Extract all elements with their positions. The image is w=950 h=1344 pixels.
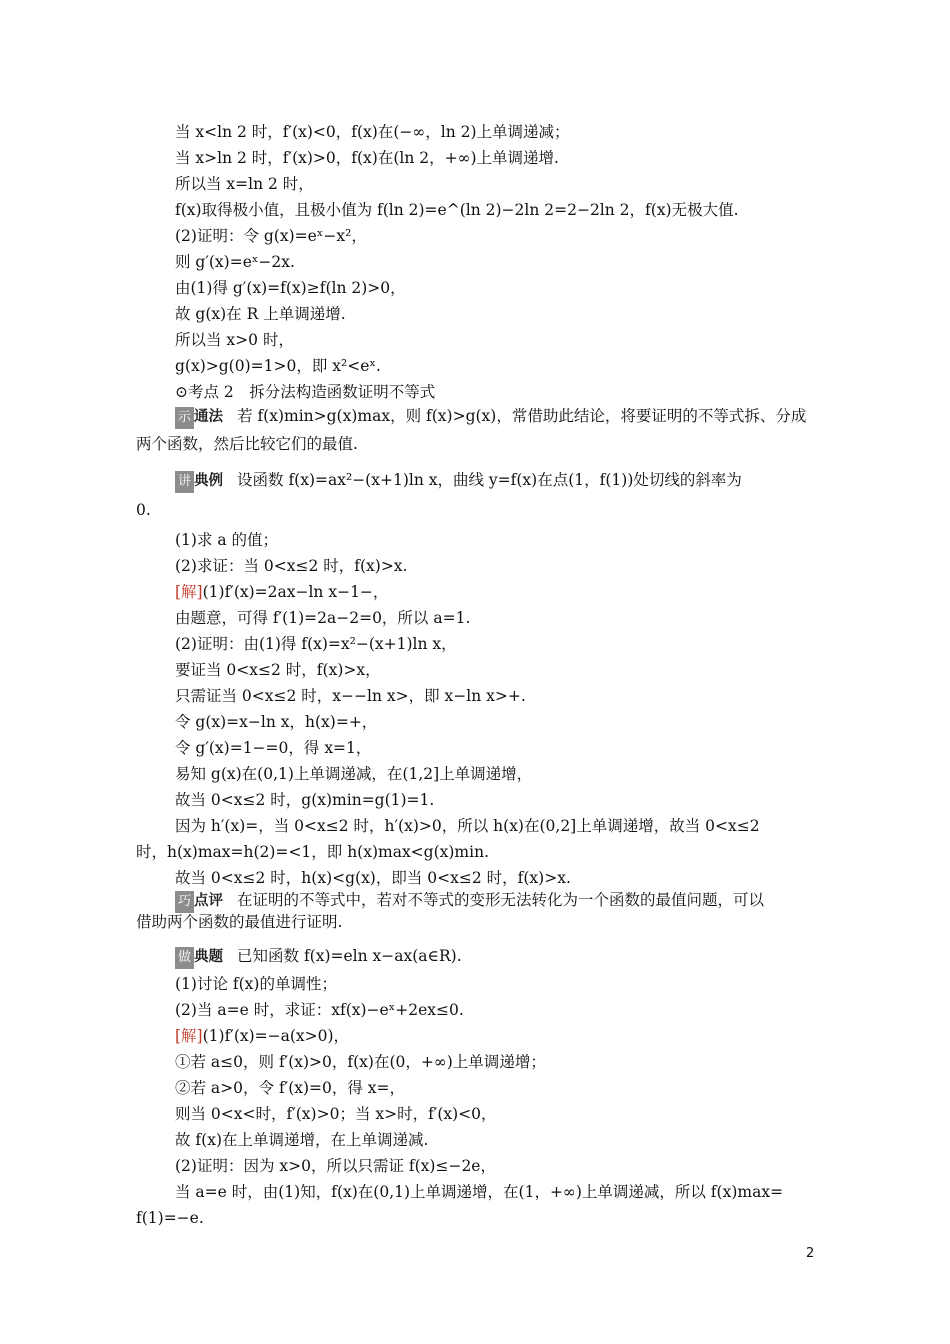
text-line: 两个函数，然后比较它们的最值. — [136, 435, 358, 453]
text-line: 易知 g(x)在(0,1)上单调递减，在(1,2]上单调递增， — [175, 765, 533, 783]
text-line: 故当 0<x≤2 时，g(x)min=g(1)=1. — [175, 791, 435, 809]
tip-tag: 示 通法 — [175, 406, 223, 428]
example-tag: 讲 典例 — [175, 470, 223, 492]
solution-line: [解](1)f′(x)=−a(x>0)， — [175, 1027, 350, 1045]
tip-comment: 巧 点评 在证明的不等式中，若对不等式的变形无法转化为一个函数的最值问题，可以 — [175, 890, 764, 912]
text-line: (1)讨论 f(x)的单调性； — [175, 975, 337, 993]
text-line: 因为 h′(x)=，当 0<x≤2 时，h′(x)>0，所以 h(x)在(0,2]上单调递增，故当 0<x≤2 — [175, 817, 760, 835]
text-line: (1)求 a 的值； — [175, 531, 279, 549]
text-line: f(1)=−e. — [136, 1209, 204, 1227]
text-line: (2)证明：因为 x>0，所以只需证 f(x)≤−2e， — [175, 1157, 496, 1175]
text-line: 当 x>ln 2 时，f′(x)>0，f(x)在(ln 2，+∞)上单调递增. — [175, 149, 559, 167]
section-heading: ⊙考点 2 拆分法构造函数证明不等式 — [175, 383, 436, 401]
text-line: 只需证当 0<x≤2 时，x−−ln x>，即 x−ln x>+. — [175, 687, 526, 705]
practice-tag: 做 典题 — [175, 946, 223, 968]
text-line: (2)证明：由(1)得 f(x)=x²−(x+1)ln x， — [175, 635, 457, 653]
text-line: 令 g′(x)=1−=0，得 x=1， — [175, 739, 372, 757]
text-line: 故当 0<x≤2 时，h(x)<g(x)，即当 0<x≤2 时，f(x)>x. — [175, 869, 571, 887]
text-line: 要证当 0<x≤2 时，f(x)>x， — [175, 661, 381, 679]
solution-line: [解](1)f′(x)=2ax−ln x−1−， — [175, 583, 389, 601]
text-line: 当 x<ln 2 时，f′(x)<0，f(x)在(−∞，ln 2)上单调递减； — [175, 123, 570, 141]
text-line: 故 g(x)在 R 上单调递增. — [175, 305, 346, 323]
solution-label: [解] — [175, 583, 203, 601]
example-intro: 讲 典例 设函数 f(x)=ax²−(x+1)ln x，曲线 y=f(x)在点(1，f(1))处切线的斜率为 — [175, 470, 742, 492]
page-number: 2 — [806, 1246, 815, 1261]
tip-tag: 巧 点评 — [175, 890, 223, 912]
text-line: 由题意，可得 f′(1)=2a−2=0，所以 a=1. — [175, 609, 471, 627]
practice-intro: 做 典题 已知函数 f(x)=eln x−ax(a∈R). — [175, 946, 462, 968]
text-line: 故 f(x)在上单调递增，在上单调递减. — [175, 1131, 429, 1149]
text-line: (2)证明：令 g(x)=eˣ−x²， — [175, 227, 367, 245]
text-line: 所以当 x>0 时， — [175, 331, 294, 349]
solution-label: [解] — [175, 1027, 203, 1045]
text-line: 当 a=e 时，由(1)知，f(x)在(0,1)上单调递增，在(1，+∞)上单调递减，所以 f(x)max= — [175, 1183, 784, 1201]
text-line: 0. — [136, 501, 151, 519]
text-line: 令 g(x)=x−ln x，h(x)=+， — [175, 713, 378, 731]
text-line: 时，h(x)max=h(2)=<1，即 h(x)max<g(x)min. — [136, 843, 489, 861]
text-line: f(x)取得极小值，且极小值为 f(ln 2)=e^(ln 2)−2ln 2=2−2ln 2，f(x)无极大值. — [175, 201, 739, 219]
text-line: (2)当 a=e 时，求证：xf(x)−eˣ+2ex≤0. — [175, 1001, 464, 1019]
text-line: ①若 a≤0，则 f′(x)>0，f(x)在(0，+∞)上单调递增； — [175, 1053, 546, 1071]
text-line: ②若 a>0，令 f′(x)=0，得 x=， — [175, 1079, 406, 1097]
tip-general-method: 示 通法 若 f(x)min>g(x)max，则 f(x)>g(x)，常借助此结论，将要证明的不等式拆、分成 — [175, 406, 806, 428]
text-line: 则 g′(x)=eˣ−2x. — [175, 253, 295, 271]
text-line: 由(1)得 g′(x)=f(x)≥f(ln 2)>0， — [175, 279, 406, 297]
text-line: (2)求证：当 0<x≤2 时，f(x)>x. — [175, 557, 408, 575]
text-line: 所以当 x=ln 2 时， — [175, 175, 314, 193]
text-line: 则当 0<x<时，f′(x)>0；当 x>时，f′(x)<0， — [175, 1105, 497, 1123]
text-line: g(x)>g(0)=1>0，即 x²<eˣ. — [175, 357, 381, 375]
text-line: 借助两个函数的最值进行证明. — [136, 913, 343, 931]
